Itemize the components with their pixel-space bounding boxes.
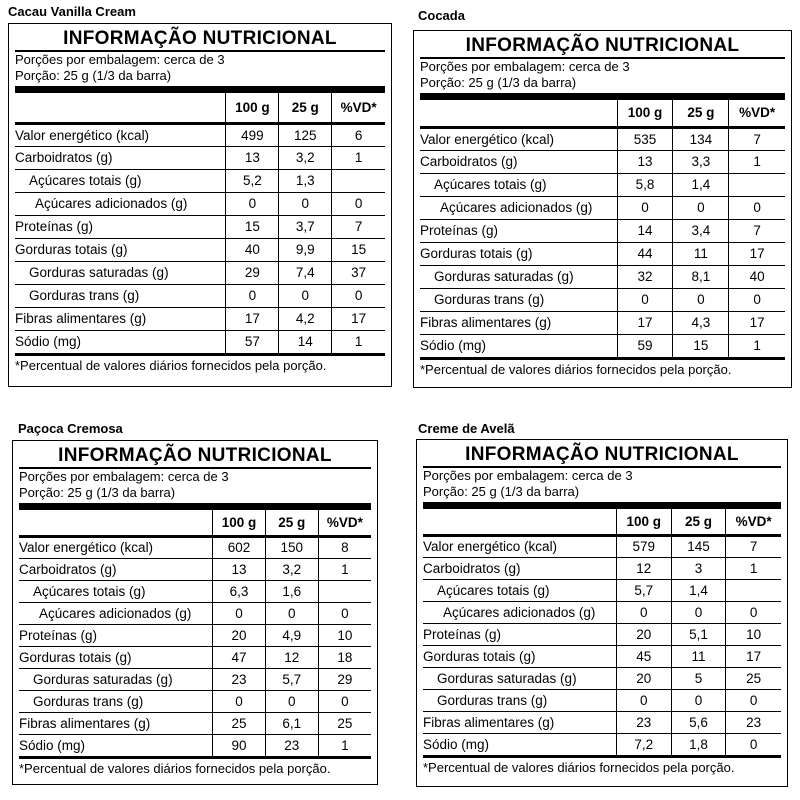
value-25g: 3,3 [673, 150, 729, 173]
value-100g: 57 [226, 330, 279, 353]
table-row [19, 712, 371, 734]
value-100g: 13 [213, 558, 266, 580]
table-row [420, 311, 785, 334]
servings-text: Porções por embalagem: cerca de 3 [420, 59, 630, 74]
value-25g: 1,4 [671, 579, 726, 601]
value-vd [729, 173, 785, 196]
serving-info [15, 52, 385, 84]
value-25g: 4,2 [279, 307, 332, 330]
value-vd: 7 [729, 219, 785, 242]
value-100g: 44 [617, 242, 673, 265]
value-vd: 0 [726, 601, 781, 623]
value-vd: 18 [318, 646, 371, 668]
value-25g: 1,6 [265, 580, 318, 602]
table-row [420, 150, 785, 173]
nutrient-name: Açúcares adicionados (g) [420, 196, 617, 219]
value-100g: 32 [617, 265, 673, 288]
value-25g: 3,2 [279, 146, 332, 169]
nutrient-name: Gorduras totais (g) [15, 238, 226, 261]
table-row [420, 265, 785, 288]
nutrient-name: Gorduras saturadas (g) [420, 265, 617, 288]
nutrition-table [15, 93, 385, 354]
nutrient-name: Gorduras saturadas (g) [19, 668, 213, 690]
value-100g: 0 [617, 196, 673, 219]
value-25g: 3 [671, 557, 726, 579]
footnote: *Percentual de valores diários fornecidos pela porção. [420, 357, 785, 377]
value-100g: 17 [226, 307, 279, 330]
value-vd: 1 [332, 330, 385, 353]
value-100g: 5,2 [226, 169, 279, 192]
label-header: INFORMAÇÃO NUTRICIONAL [19, 445, 371, 469]
table-row [15, 330, 385, 353]
table-row [420, 334, 785, 357]
nutrient-name: Fibras alimentares (g) [423, 711, 616, 733]
table-row [15, 307, 385, 330]
value-100g: 45 [616, 645, 671, 667]
nutrition-label [413, 30, 792, 388]
value-25g: 3,7 [279, 215, 332, 238]
value-100g: 0 [213, 602, 266, 624]
value-vd: 7 [332, 215, 385, 238]
value-vd: 0 [318, 602, 371, 624]
table-row [423, 623, 781, 645]
table-row [15, 215, 385, 238]
value-25g: 1,4 [673, 173, 729, 196]
nutrient-name: Fibras alimentares (g) [15, 307, 226, 330]
nutrient-name: Açúcares totais (g) [420, 173, 617, 196]
nutrient-name: Valor energético (kcal) [19, 536, 213, 558]
value-vd: 6 [332, 123, 385, 146]
table-row [423, 579, 781, 601]
value-100g: 579 [616, 535, 671, 557]
value-vd: 17 [726, 645, 781, 667]
nutrient-name: Valor energético (kcal) [423, 535, 616, 557]
table-row [420, 173, 785, 196]
thick-divider [423, 502, 781, 509]
col-header-25g: 25 g [279, 93, 332, 123]
value-vd: 1 [729, 334, 785, 357]
col-header-25g: 25 g [265, 510, 318, 536]
value-100g: 20 [616, 667, 671, 689]
value-100g: 29 [226, 261, 279, 284]
value-25g: 8,1 [673, 265, 729, 288]
value-25g: 14 [279, 330, 332, 353]
value-100g: 499 [226, 123, 279, 146]
value-25g: 5 [671, 667, 726, 689]
table-row [19, 668, 371, 690]
nutrient-name: Açúcares adicionados (g) [423, 601, 616, 623]
value-25g: 5,1 [671, 623, 726, 645]
nutrient-name: Valor energético (kcal) [420, 127, 617, 150]
value-vd: 10 [726, 623, 781, 645]
value-vd: 1 [729, 150, 785, 173]
nutrient-name: Sódio (mg) [420, 334, 617, 357]
value-vd: 7 [726, 535, 781, 557]
value-vd: 0 [729, 288, 785, 311]
nutrition-table [423, 509, 781, 756]
value-vd: 0 [726, 689, 781, 711]
value-25g: 0 [265, 602, 318, 624]
nutrient-name: Açúcares totais (g) [19, 580, 213, 602]
value-100g: 0 [616, 689, 671, 711]
table-row [420, 196, 785, 219]
table-row [423, 557, 781, 579]
table-row [15, 169, 385, 192]
table-row [423, 667, 781, 689]
col-header-vd: %VD* [726, 509, 781, 535]
table-row [423, 601, 781, 623]
nutrient-name: Proteínas (g) [423, 623, 616, 645]
value-vd: 7 [729, 127, 785, 150]
value-25g: 0 [673, 196, 729, 219]
col-header-25g: 25 g [673, 100, 729, 127]
col-header-100g: 100 g [616, 509, 671, 535]
product-title: Cacau Vanilla Cream [8, 4, 136, 19]
nutrient-name: Valor energético (kcal) [15, 123, 226, 146]
table-row [15, 146, 385, 169]
value-vd: 8 [318, 536, 371, 558]
nutrition-label [8, 23, 392, 387]
value-vd: 37 [332, 261, 385, 284]
value-100g: 15 [226, 215, 279, 238]
blank-header [15, 93, 226, 123]
value-vd: 15 [332, 238, 385, 261]
value-25g: 4,3 [673, 311, 729, 334]
value-vd: 10 [318, 624, 371, 646]
value-25g: 0 [265, 690, 318, 712]
value-25g: 5,7 [265, 668, 318, 690]
table-row [19, 536, 371, 558]
value-100g: 0 [616, 601, 671, 623]
value-25g: 0 [279, 284, 332, 307]
value-vd: 17 [729, 242, 785, 265]
nutrient-name: Açúcares adicionados (g) [19, 602, 213, 624]
nutrient-name: Gorduras totais (g) [423, 645, 616, 667]
value-100g: 0 [213, 690, 266, 712]
product-title: Cocada [418, 8, 465, 23]
serving-info [19, 469, 371, 501]
serving-info [423, 468, 781, 500]
label-header: INFORMAÇÃO NUTRICIONAL [15, 28, 385, 52]
nutrient-name: Açúcares totais (g) [15, 169, 226, 192]
value-vd: 1 [332, 146, 385, 169]
table-row [19, 646, 371, 668]
value-100g: 20 [616, 623, 671, 645]
value-vd: 1 [318, 558, 371, 580]
nutrient-name: Açúcares totais (g) [423, 579, 616, 601]
value-25g: 0 [673, 288, 729, 311]
table-row [19, 602, 371, 624]
table-row [19, 690, 371, 712]
nutrient-name: Sódio (mg) [19, 734, 213, 756]
value-25g: 1,8 [671, 733, 726, 755]
value-100g: 17 [617, 311, 673, 334]
value-25g: 9,9 [279, 238, 332, 261]
servings-text: Porções por embalagem: cerca de 3 [15, 52, 225, 67]
value-25g: 4,9 [265, 624, 318, 646]
serving-info [420, 59, 785, 91]
product-title: Creme de Avelã [418, 421, 515, 436]
table-row [15, 123, 385, 146]
value-25g: 3,4 [673, 219, 729, 242]
value-25g: 11 [673, 242, 729, 265]
col-header-vd: %VD* [332, 93, 385, 123]
nutrient-name: Carboidratos (g) [19, 558, 213, 580]
value-100g: 47 [213, 646, 266, 668]
value-100g: 20 [213, 624, 266, 646]
col-header-vd: %VD* [729, 100, 785, 127]
value-vd [318, 580, 371, 602]
thick-divider [15, 86, 385, 93]
value-100g: 0 [617, 288, 673, 311]
table-row [420, 219, 785, 242]
table-row [15, 261, 385, 284]
footnote: *Percentual de valores diários fornecidos pela porção. [423, 755, 781, 775]
value-vd [726, 579, 781, 601]
nutrient-name: Gorduras trans (g) [15, 284, 226, 307]
nutrition-label [416, 439, 788, 787]
blank-header [420, 100, 617, 127]
table-row [420, 288, 785, 311]
portion-text: Porção: 25 g (1/3 da barra) [420, 75, 577, 90]
col-header-100g: 100 g [617, 100, 673, 127]
value-25g: 5,6 [671, 711, 726, 733]
value-100g: 59 [617, 334, 673, 357]
col-header-25g: 25 g [671, 509, 726, 535]
nutrient-name: Gorduras totais (g) [420, 242, 617, 265]
value-100g: 40 [226, 238, 279, 261]
table-row [15, 238, 385, 261]
nutrient-name: Gorduras trans (g) [19, 690, 213, 712]
value-25g: 23 [265, 734, 318, 756]
value-100g: 6,3 [213, 580, 266, 602]
value-25g: 6,1 [265, 712, 318, 734]
value-100g: 12 [616, 557, 671, 579]
nutrient-name: Carboidratos (g) [15, 146, 226, 169]
value-vd: 1 [726, 557, 781, 579]
value-vd: 23 [726, 711, 781, 733]
nutrient-name: Carboidratos (g) [423, 557, 616, 579]
value-100g: 5,8 [617, 173, 673, 196]
col-header-100g: 100 g [213, 510, 266, 536]
value-25g: 0 [671, 601, 726, 623]
nutrient-name: Proteínas (g) [420, 219, 617, 242]
nutrient-name: Sódio (mg) [15, 330, 226, 353]
value-25g: 0 [279, 192, 332, 215]
value-100g: 0 [226, 284, 279, 307]
value-vd: 25 [726, 667, 781, 689]
value-25g: 3,2 [265, 558, 318, 580]
value-vd: 25 [318, 712, 371, 734]
portion-text: Porção: 25 g (1/3 da barra) [19, 485, 176, 500]
footnote: *Percentual de valores diários fornecidos pela porção. [15, 353, 385, 373]
value-100g: 13 [617, 150, 673, 173]
table-row [420, 127, 785, 150]
value-vd: 1 [318, 734, 371, 756]
value-100g: 90 [213, 734, 266, 756]
nutrient-name: Gorduras trans (g) [423, 689, 616, 711]
value-25g: 134 [673, 127, 729, 150]
table-row [19, 624, 371, 646]
product-title: Paçoca Cremosa [18, 421, 123, 436]
table-row [15, 192, 385, 215]
nutrient-name: Gorduras trans (g) [420, 288, 617, 311]
nutrient-name: Gorduras saturadas (g) [423, 667, 616, 689]
value-25g: 125 [279, 123, 332, 146]
nutrient-name: Carboidratos (g) [420, 150, 617, 173]
nutrient-name: Fibras alimentares (g) [420, 311, 617, 334]
table-row [19, 734, 371, 756]
value-25g: 12 [265, 646, 318, 668]
value-100g: 23 [616, 711, 671, 733]
nutrient-name: Gorduras saturadas (g) [15, 261, 226, 284]
table-row [19, 558, 371, 580]
value-100g: 13 [226, 146, 279, 169]
label-header: INFORMAÇÃO NUTRICIONAL [423, 444, 781, 468]
value-25g: 7,4 [279, 261, 332, 284]
nutrition-label [12, 440, 378, 785]
table-row [423, 535, 781, 557]
value-vd: 17 [332, 307, 385, 330]
value-100g: 5,7 [616, 579, 671, 601]
value-25g: 0 [671, 689, 726, 711]
nutrition-table [19, 510, 371, 757]
value-vd: 29 [318, 668, 371, 690]
portion-text: Porção: 25 g (1/3 da barra) [423, 484, 580, 499]
table-row [423, 645, 781, 667]
value-25g: 11 [671, 645, 726, 667]
thick-divider [19, 503, 371, 510]
col-header-100g: 100 g [226, 93, 279, 123]
value-vd: 0 [729, 196, 785, 219]
nutrient-name: Proteínas (g) [19, 624, 213, 646]
servings-text: Porções por embalagem: cerca de 3 [423, 468, 633, 483]
value-100g: 23 [213, 668, 266, 690]
value-vd: 0 [726, 733, 781, 755]
value-25g: 150 [265, 536, 318, 558]
portion-text: Porção: 25 g (1/3 da barra) [15, 68, 172, 83]
footnote: *Percentual de valores diários fornecidos pela porção. [19, 756, 371, 776]
blank-header [423, 509, 616, 535]
value-vd: 40 [729, 265, 785, 288]
table-row [15, 284, 385, 307]
nutrition-table [420, 100, 785, 358]
value-100g: 25 [213, 712, 266, 734]
nutrient-name: Gorduras totais (g) [19, 646, 213, 668]
value-100g: 7,2 [616, 733, 671, 755]
table-row [423, 689, 781, 711]
nutrient-name: Sódio (mg) [423, 733, 616, 755]
value-vd [332, 169, 385, 192]
table-row [420, 242, 785, 265]
value-vd: 0 [332, 192, 385, 215]
nutrient-name: Proteínas (g) [15, 215, 226, 238]
value-100g: 14 [617, 219, 673, 242]
table-row [423, 711, 781, 733]
table-row [19, 580, 371, 602]
value-vd: 0 [318, 690, 371, 712]
servings-text: Porções por embalagem: cerca de 3 [19, 469, 229, 484]
value-25g: 15 [673, 334, 729, 357]
value-vd: 17 [729, 311, 785, 334]
label-header: INFORMAÇÃO NUTRICIONAL [420, 35, 785, 59]
col-header-vd: %VD* [318, 510, 371, 536]
value-100g: 0 [226, 192, 279, 215]
nutrient-name: Fibras alimentares (g) [19, 712, 213, 734]
value-vd: 0 [332, 284, 385, 307]
value-100g: 535 [617, 127, 673, 150]
table-row [423, 733, 781, 755]
value-100g: 602 [213, 536, 266, 558]
thick-divider [420, 93, 785, 100]
value-25g: 145 [671, 535, 726, 557]
nutrient-name: Açúcares adicionados (g) [15, 192, 226, 215]
blank-header [19, 510, 213, 536]
value-25g: 1,3 [279, 169, 332, 192]
